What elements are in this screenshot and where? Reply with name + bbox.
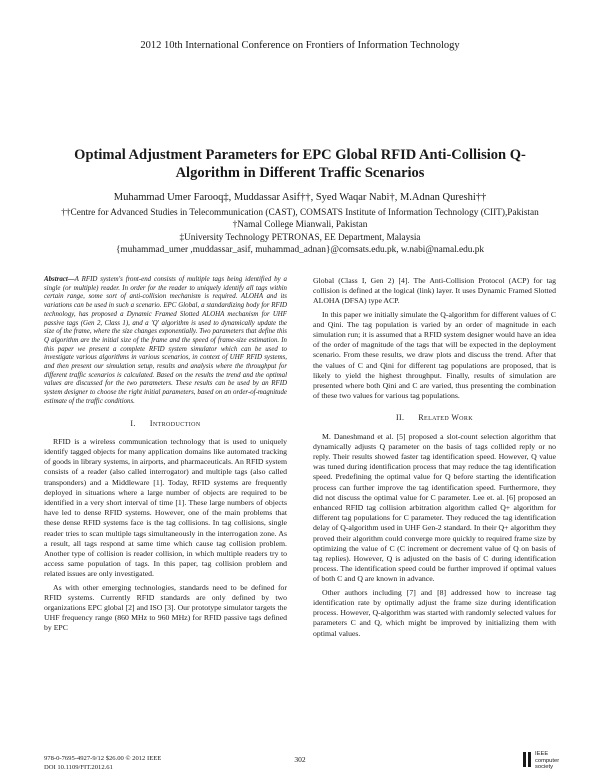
intro-paragraph-1: RFID is a wireless communication technology that is used to uniquely identify tagged objects for many application domains like automated tracking of goods in library systems, in airports, and pharmaceuticals. An RFID system consists of a reader (also called interrogator) and multiple tags (also called transponders) and a Middleware [1]. Today, RFID systems are frequently deployed in situations where a large number of objects are required to be identified in a very short interval of time [1]. These large numbers of objects have led to dense RFID systems. However, one of the main problems that these dense RFID systems face is the tag collisions. In tag collisions, single reader tries to scan multiple tags simultaneously in the interrogation zone. As a result, all tags respond at same time which cause tag collision problem. Another type of collision is reader collision, in which multiple readers try to access same population of tags. In this paper, tag collision problem and related issues are only investigated. — [44, 436, 287, 579]
affiliation-utp: ‡University Technology PETRONAS, EE Department, Malaysia — [179, 232, 421, 243]
abstract-text: A RFID system's front-end consists of multiple tags being identified by a single (or multiple) reader. In order for the reader to uniquely identify all tags within certain range, some sort of anti-collision mechanism is required. ALOHA and its variations can be used in such a scenario. EPC Global, a standardizing body for RFID technology, has proposed a Dynamic Framed Slotted ALOHA mechanism for UHF passive tags (Gen 2, Class 1), and a 'Q' algorithm is used to dynamically update the size of the frame, where the size changes exponentially. Two parameters that define this Q algorithm are the initial size of the frame and the speed of frame-size estimation. In this paper we present a complete RFID system simulator which can be used to investigate various algorithms in various scenarios, in context of UHF RFID systems, and then present our simulation setup, results and analysis where the throughput for different traffic scenarios is calculated. Based on the results the trend and the optimal values are discussed for the two parameters. These results can be used by an RFID system designer to choose the right initial parameters, based on an order-of-magnitude estimate of the traffic conditions. — [44, 276, 287, 405]
right-column — [313, 276, 556, 642]
isbn-line: 978-0-7695-4927-9/12 $26.00 © 2012 IEEE — [44, 755, 162, 762]
author-block — [40, 192, 560, 256]
conference-header: 2012 10th International Conference on Frontiers of Information Technology — [140, 40, 460, 51]
affiliation-cast: ††Centre for Advanced Studies in Telecommunication (CAST), COMSATS Institute of Information Technology (CIIT),Pakistan — [61, 208, 539, 219]
intro-paragraph-3: In this paper we initially simulate the Q-algorithm for different values of C and Qini. The tag population is varied by an order of magnitude in each simulation run; it is assumed that a RFID system designer would have an idea of the order of magnitude of the tags that will be expected in the deployment scenario. From these results, we draw plots and discuss the trend. After that the values of C and Qini for different tag populations are proposed, that is likely to yield the highest throughput. Finally, results of simulation are presented where both Qini and C are varied, thus presenting the combination of these two values for various tag populations. — [313, 309, 556, 401]
paper-title: Optimal Adjustment Parameters for EPC Global RFID Anti-Collision Q-Algorithm in Different Traffic Scenarios — [74, 147, 526, 181]
abstract — [44, 276, 287, 407]
doi-line: DOI 10.1109/FIT.2012.61 — [44, 763, 113, 771]
left-column — [44, 276, 287, 637]
related-paragraph-1: M. Daneshmand et al. [5] proposed a slot-count selection algorithm that dynamically adjusts Q parameter on the basis of tags collided reply or no reply. Their results showed faster tag identification speed. However, Q value was tuned during identification process that may reduce the tag identification speed. Predefining the optimal value for Q before starting the identification process can further improve the tag identification speed. Furthermore, they did not discuss the optimal value for C parameter. Lee et. al. [6] proposed an enhanced RFID tag collision arbitration algorithm called Q+ algorithm for different tag populations for C parameter. They reduced the tag identification delay of Q-algorithm used in UHF Gen-2 standard. In their Q+ algorithm they proved their algorithm could converge more quickly to required frame size by optimizing the value of C (C increment or decrement value of Q on basis of tag replies). However, Q is adjusted on the basis of C during identification process. The identification speed could be further improved if optimal values of both C and Q are known in advance. — [313, 431, 556, 584]
logo-text: IEEE computer society — [535, 751, 560, 771]
section-heading-introduction: I. Introduction — [130, 418, 201, 428]
section-heading-related-work: II. Related Work — [395, 413, 474, 423]
author-emails: {muhammad_umer ,muddassar_asif, muhammad_adnan}@comsats.edu.pk, w.nabi@namal.edu.pk — [115, 244, 485, 255]
related-paragraph-2: Other authors including [7] and [8] addressed how to increase tag identification rate by optimally adjust the frame size during identification process. However, Q-algorithm was started with randomly selected values for parameters C and Q, which might be improved by initializing them with optimal values. — [313, 587, 556, 638]
affiliation-namal: †Namal College Mianwali, Pakistan — [232, 220, 368, 231]
ieee-computer-society-logo — [521, 750, 565, 772]
ieee-logo-icon — [521, 750, 535, 770]
abstract-label: Abstract— — [44, 276, 75, 283]
intro-continuation: Global (Class I, Gen 2) [4]. The Anti-Collision Protocol (ACP) for tag collision is defined at the logical (link) layer. It uses Dynamic Framed Slotted ALOHA (DFSA) type ACP. — [313, 276, 556, 306]
author-names: Muhammad Umer Farooq‡, Muddassar Asif††, Syed Waqar Nabi†, M.Adnan Qureshi†† — [113, 192, 487, 203]
page-number: 302 — [294, 755, 306, 764]
intro-paragraph-2: As with other emerging technologies, standards need to be defined for RFID systems. Currently RFID standards are only defined by two organizations EPC global [2] and ISO [3]. Our prototype simulator targets the UHF frequency range (860 MHz to 960 MHz) for RFID passive tags defined by EPC — [44, 582, 287, 633]
